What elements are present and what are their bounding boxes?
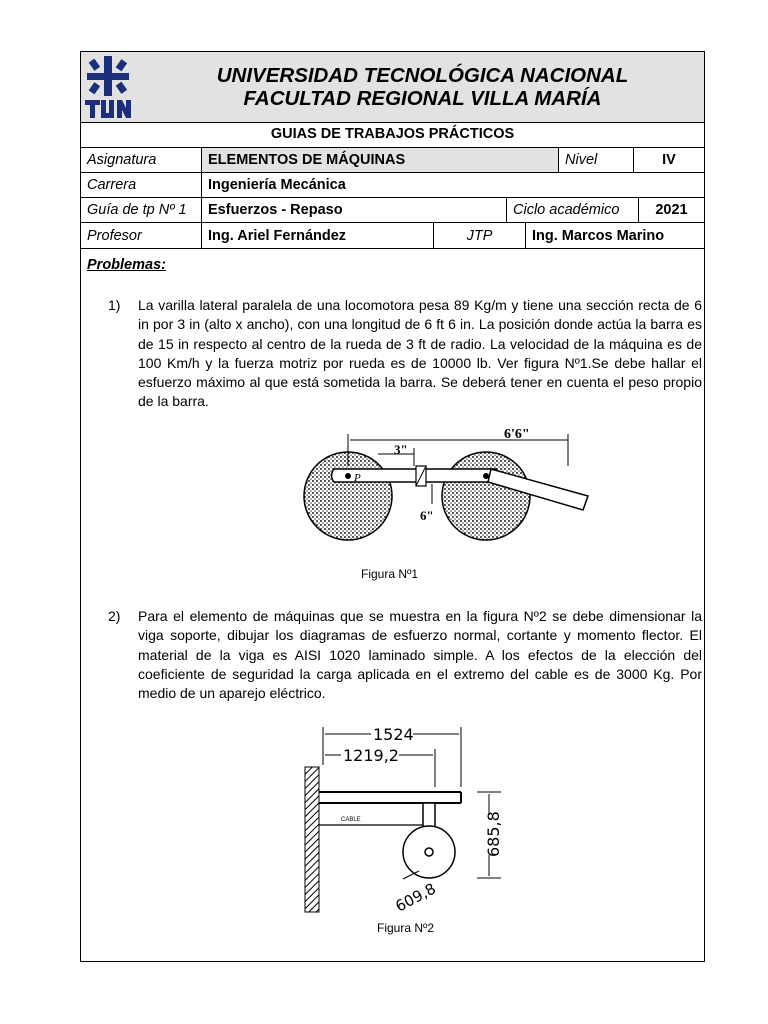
profesor-value: Ing. Ariel Fernández bbox=[201, 223, 433, 248]
header bbox=[81, 52, 704, 123]
figure-2-drawing bbox=[301, 707, 511, 917]
ciclo-label: Ciclo académico bbox=[506, 198, 638, 222]
cable-label: CABLE bbox=[341, 817, 361, 823]
header-title bbox=[141, 64, 704, 110]
nivel-value: IV bbox=[633, 148, 704, 172]
dim-1524-label: 1524 bbox=[373, 725, 414, 744]
row-asignatura bbox=[81, 148, 704, 173]
guia-label: Guía de tp Nº 1 bbox=[87, 202, 187, 218]
problem-2-number: 2) bbox=[108, 608, 121, 624]
asignatura-value: ELEMENTOS DE MÁQUINAS bbox=[201, 148, 558, 172]
utn-logo bbox=[85, 56, 131, 118]
document-sheet bbox=[80, 51, 705, 962]
carrera-label: Carrera bbox=[87, 177, 137, 193]
wall bbox=[305, 767, 319, 912]
dim-3-label: 3" bbox=[394, 442, 408, 457]
doc-title: GUIAS DE TRABAJOS PRÁCTICOS bbox=[81, 122, 704, 148]
problem-2 bbox=[108, 607, 702, 703]
problem-1-number: 1) bbox=[108, 297, 121, 313]
dim-1219-label: 1219,2 bbox=[343, 746, 399, 765]
row-guia bbox=[81, 198, 704, 223]
carrera-value: Ingeniería Mecánica bbox=[201, 173, 704, 197]
asignatura-label: Asignatura bbox=[87, 152, 157, 168]
figure-2-caption: Figura Nº2 bbox=[377, 921, 435, 935]
dim-66-label: 6'6" bbox=[504, 427, 530, 442]
dim-609-label: 609,8 bbox=[392, 879, 439, 916]
wheel-right bbox=[442, 452, 530, 540]
jtp-value: Ing. Marcos Marino bbox=[525, 223, 704, 248]
problems-heading: Problemas: bbox=[87, 257, 166, 273]
profesor-label: Profesor bbox=[87, 227, 142, 244]
guia-value: Esfuerzos - Repaso bbox=[201, 198, 506, 222]
figure-1-caption: Figura Nº1 bbox=[361, 567, 419, 581]
dim-6-label: 6" bbox=[420, 508, 434, 523]
problem-1-text: La varilla lateral paralela de una locomotora pesa 89 Kg/m y tiene una sección recta de 6 in por 3 in (alto x ancho), con una longitud de 6 ft 6 in. La posición donde actúa la barra es de 15 in respecto al centro de la rueda de 3 ft de radio. La velocidad de la máquina es de 100 Km/h y la fuerza motriz por rueda es de 10000 lb. Ver figura Nº1.Se debe hallar el esfuerzo máximo al que está sometida la barra. Se deberá tener en cuenta el peso propio de la barra. bbox=[138, 297, 702, 410]
university-name: UNIVERSIDAD TECNOLÓGICA NACIONAL bbox=[216, 64, 629, 87]
dim-685-label: 685,8 bbox=[484, 811, 503, 857]
row-carrera bbox=[81, 173, 704, 198]
row-profesor bbox=[81, 223, 704, 249]
problem-1 bbox=[108, 296, 702, 412]
problem-2-text: Para el elemento de máquinas que se muestra en la figura Nº2 se debe dimensionar la viga soporte, dibujar los diagramas de esfuerzo normal, cortante y momento flector. El material de la viga es AISI 1020 laminado simple. A los efectos de la elección del coeficiente de seguridad la carga aplicada en el extremo del cable es de 3000 Kg. Por medio de un aparejo eléctrico. bbox=[138, 608, 702, 702]
ciclo-value: 2021 bbox=[638, 198, 704, 222]
point-p-label: P bbox=[354, 472, 361, 484]
nivel-label: Nivel bbox=[558, 148, 633, 172]
figure-1-drawing bbox=[296, 424, 596, 554]
faculty-name: FACULTAD REGIONAL VILLA MARÍA bbox=[243, 87, 602, 110]
jtp-label: JTP bbox=[433, 223, 525, 248]
